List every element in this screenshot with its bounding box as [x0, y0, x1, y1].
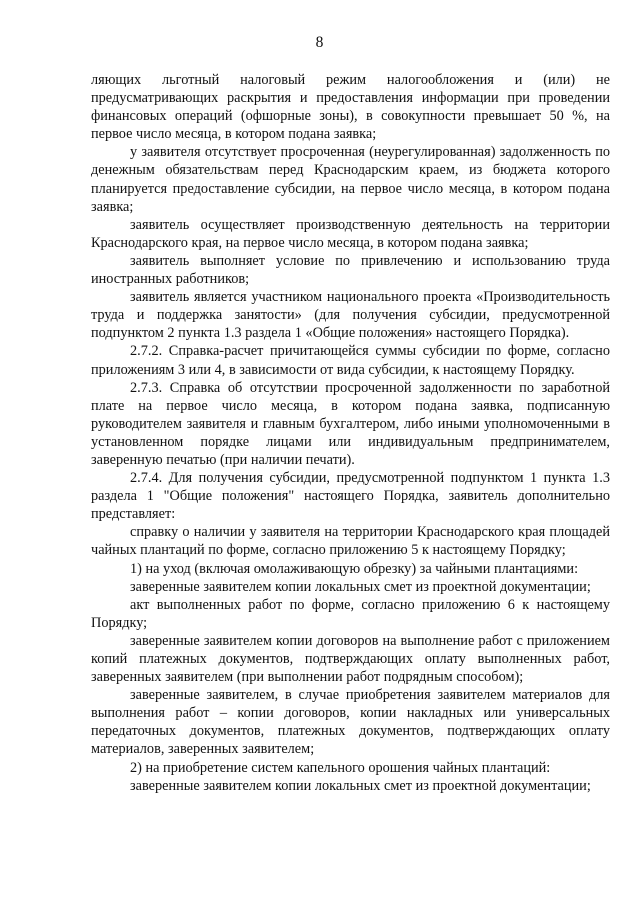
paragraph: 2) на приобретение систем капельного орошения чайных плантаций:	[130, 759, 551, 776]
paragraph: заверенные заявителем копии локальных смет из проектной документации;	[130, 578, 591, 595]
paragraph: 2.7.4. Для получения субсидии, предусмотренной подпунктом 1 пункта 1.3 раздела 1 "Общие положения" настоящего Порядка, заявитель дополнительно представляет:	[91, 470, 610, 523]
paragraph: справку о наличии у заявителя на территории Краснодарского края площадей чайных плантаций по форме, согласно приложению 5 к настоящему Порядку;	[91, 524, 610, 559]
paragraph: акт выполненных работ по форме, согласно приложению 6 к настоящему Порядку;	[91, 596, 610, 631]
paragraph: заверенные заявителем, в случае приобретения заявителем материалов для выполнения работ – копии договоров, копии накладных или универсальных передаточных документов, платежных документов, подтверждающих оплату материалов, заверенных заявителем;	[91, 687, 610, 758]
document-body	[91, 71, 610, 795]
paragraph: заявитель является участником национального проекта «Производительность труда и поддержка занятости» (для получения субсидии, предусмотренной подпунктом 2 пункта 1.3 раздела 1 «Общие положения» настоящего Порядка).	[91, 289, 610, 342]
paragraph: заявитель осуществляет производственную деятельность на территории Краснодарского края, на первое число месяца, в котором подана заявка;	[91, 216, 610, 251]
paragraph: 2.7.3. Справка об отсутствии просроченной задолженности по заработной плате на первое число месяца, в котором подана заявка, подписанную руководителем заявителя и главным бухгалтером, либо иными уполномоченными в установленном порядке лицами или индивидуальным предпринимателем, заверенную печатью (при наличии печати).	[91, 379, 610, 468]
paragraph: 1) на уход (включая омолаживающую обрезку) за чайными плантациями:	[130, 560, 579, 577]
page-number: 8	[315, 34, 324, 51]
paragraph: 2.7.2. Справка-расчет причитающейся суммы субсидии по форме, согласно приложениям 3 или 4, в зависимости от вида субсидии, к настоящему Порядку.	[91, 343, 610, 378]
paragraph: заверенные заявителем копии договоров на выполнение работ с приложением копий платежных документов, подтверждающих оплату выполненных работ, заверенных заявителем (при выполнении работ подрядным способом);	[91, 632, 610, 686]
paragraph: заявитель выполняет условие по привлечению и использованию труда иностранных работников;	[91, 252, 610, 288]
paragraph: заверенные заявителем копии локальных смет из проектной документации;	[130, 777, 591, 794]
paragraph: у заявителя отсутствует просроченная (неурегулированная) задолженность по денежным обязательствам перед Краснодарским краем, из бюджета которого планируется предоставление субсидии, на первое число месяца, в котором подана заявка;	[91, 144, 610, 215]
paragraph: ляющих льготный налоговый режим налогообложения и (или) не предусматривающих раскрытия и предоставления информации при проведении финансовых операций (офшорные зоны), в совокупности превышает 50 %, на первое число месяца, в котором подана заявка;	[91, 72, 610, 143]
